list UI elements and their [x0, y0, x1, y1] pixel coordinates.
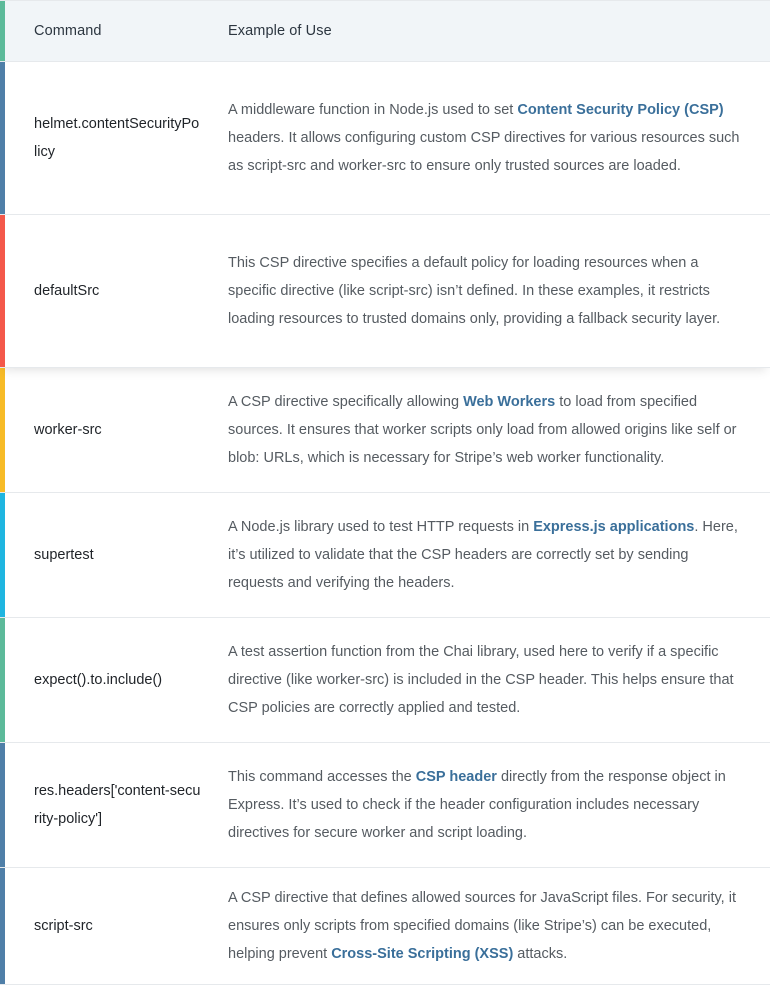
command-cell: worker-src — [34, 422, 102, 438]
row-accent-bar — [0, 868, 5, 984]
command-cell: expect().to.include() — [34, 672, 163, 688]
description-link[interactable]: Express.js applications — [533, 519, 695, 535]
table-row — [0, 62, 770, 215]
row-accent-bar — [0, 62, 5, 214]
row-accent-bar — [0, 743, 5, 867]
description-text: directly from the response object in Express. It’s used to check if the header configuration includes necessary directives for secure worker and script loading. — [228, 769, 726, 841]
command-cell: helmet.contentSecurityPolicy — [34, 116, 200, 160]
description-text: A middleware function in Node.js used to set — [228, 102, 518, 118]
description-cell — [228, 388, 770, 472]
description-text: headers. It allows configuring custom CSP directives for various resources such as script-src and worker-src to ensure only trusted sources are loaded. — [228, 130, 740, 174]
description-text: to load from specified sources. It ensures that worker scripts only load from allowed origins like self or blob: URLs, which is necessary for Stripe’s web worker functionality. — [228, 394, 737, 466]
header-example: Example of Use — [228, 23, 332, 39]
description-cell — [228, 763, 770, 847]
command-cell: res.headers['content-security-policy'] — [34, 783, 201, 827]
description-link[interactable]: Web Workers — [463, 394, 556, 410]
row-accent-bar — [0, 618, 5, 742]
description-text: A test assertion function from the Chai library, used here to verify if a specific directive (like worker-src) is included in the CSP header. This helps ensure that CSP policies are correctly applied and tested. — [228, 644, 734, 716]
description-cell — [228, 638, 770, 722]
command-cell: supertest — [34, 547, 94, 563]
row-accent-bar — [0, 493, 5, 617]
command-cell: script-src — [34, 918, 93, 934]
row-accent-bar — [0, 368, 5, 492]
table-row — [0, 368, 770, 493]
description-text: A CSP directive specifically allowing — [228, 394, 464, 410]
description-text: A CSP directive that defines allowed sources for JavaScript files. For security, it ensures only scripts from specified domains (like Stripe’s) can be executed, helping prevent — [228, 890, 736, 962]
description-text: . Here, it’s utilized to validate that the CSP headers are correctly set by sending requests and verifying the headers. — [228, 519, 738, 591]
table-row — [0, 743, 770, 868]
description-link[interactable]: Content Security Policy (CSP) — [517, 102, 724, 118]
header-command: Command — [34, 23, 102, 39]
description-text: This CSP directive specifies a default policy for loading resources when a specific directive (like script-src) isn’t defined. In these examples, it restricts loading resources to trusted domains only, providing a fallback security layer. — [228, 255, 721, 327]
description-text: A Node.js library used to test HTTP requests in — [228, 519, 534, 535]
table-row — [0, 215, 770, 368]
table-row — [0, 618, 770, 743]
table-row — [0, 493, 770, 618]
description-cell — [228, 96, 770, 180]
table-row — [0, 868, 770, 985]
command-cell: defaultSrc — [34, 283, 100, 299]
table-body — [0, 62, 770, 985]
description-cell — [228, 249, 770, 333]
table-header-row — [0, 0, 770, 62]
description-cell — [228, 513, 770, 597]
description-text: This command accesses the — [228, 769, 416, 785]
description-link[interactable]: CSP header — [415, 769, 497, 785]
description-link[interactable]: Cross-Site Scripting (XSS) — [331, 946, 514, 962]
description-text: attacks. — [513, 946, 568, 962]
row-accent-bar — [0, 215, 5, 367]
description-cell — [228, 884, 770, 968]
header-accent-bar — [0, 1, 5, 61]
